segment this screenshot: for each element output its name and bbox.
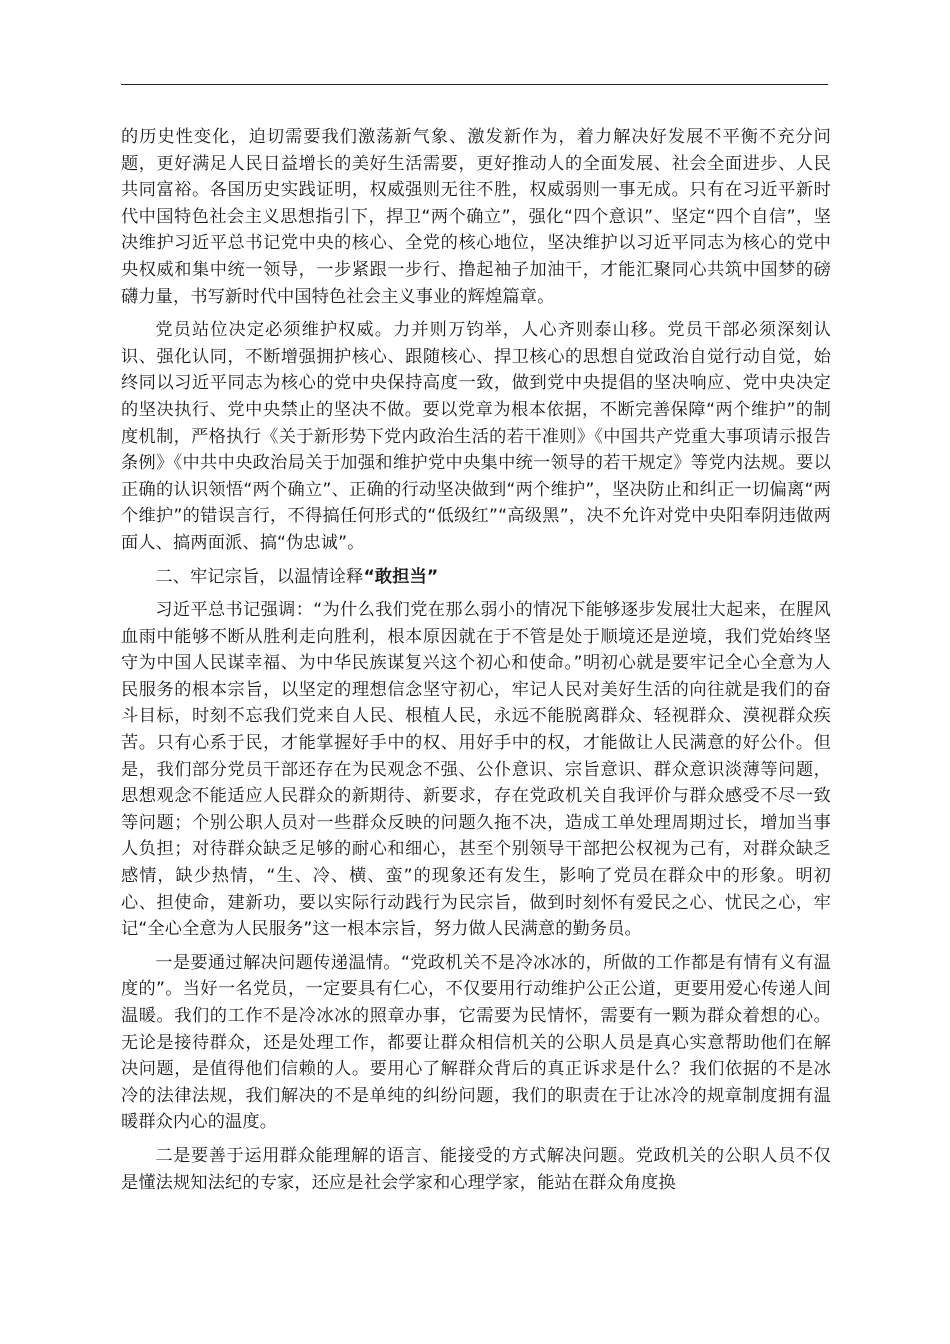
- paragraph-party-stance: 党员站位决定必须维护权威。力并则万钧举，人心齐则泰山移。党员干部必须深刻认识、强化认同，不断增强拥护核心、跟随核心、捍卫核心的思想自觉政治自觉行动自觉，始终同以习近平同志为核心的党中央保持高度一致，做到党中央提倡的坚决响应、党中央决定的坚决执行、党中央禁止的坚决不做。要以党章为根本依据，不断完善保障“两个维护”的制度机制，严格执行《关于新形势下党内政治生活的若干准则》《中国共产党重大事项请示报告条例》《中共中央政治局关于加强和维护党中央集中统一领导的若干规定》等党内法规。要以正确的认识领悟“两个确立”、正确的行动坚决做到“两个维护”，坚决防止和纠正一切偏离“两个维护”的错误言行，不得搞任何形式的“低级红”“高级黑”，决不允许对党中央阳奉阴违做两面人、搞两面派、搞“伪忠诚”。: [121, 320, 831, 553]
- section-heading-2: [121, 564, 831, 591]
- section-heading-text: 二、牢记宗旨，以温情诠释: [155, 566, 364, 587]
- paragraph-point-two: 二是要善于运用群众能理解的语言、能接受的方式解决问题。党政机关的公职人员不仅是懂法规知法纪的专家，还应是社会学家和心理学家，能站在群众角度换: [121, 1145, 831, 1193]
- paragraph-point-one: 一是要通过解决问题传递温情。“党政机关不是冷冰冰的，所做的工作都是有情有义有温度的”。当好一名党员，一定要具有仁心，不仅要用行动维护公正公道，更要用爱心传递人间温暖。我们的工作不是冷冰冰的照章办事，它需要为民情怀，需要有一颗为群众着想的心。无论是接待群众，还是处理工作，都要让群众相信机关的公职人员是真心实意帮助他们在解决问题，是值得他们信赖的人。要用心了解群众背后的真正诉求是什么？我们依据的不是冰冷的法律法规，我们解决的不是单纯的纠纷问题，我们的职责在于让冰冷的规章制度拥有温暖群众内心的温度。: [121, 952, 831, 1133]
- section-heading-emphasis: “敢担当”: [363, 566, 439, 587]
- document-body: [121, 124, 831, 1196]
- paragraph-continuation: 的历史性变化，迫切需要我们激荡新气象、激发新作为，着力解决好发展不平衡不充分问题，更好满足人民日益增长的美好生活需要，更好推动人的全面发展、社会全面进步、人民共同富裕。各国历史实践证明，权威强则无往不胜，权威弱则一事无成。只有在习近平新时代中国特色社会主义思想指引下，捍卫“两个确立”，强化“四个意识”、坚定“四个自信”，坚决维护习近平总书记党中央的核心、全党的核心地位，坚决维护以习近平同志为核心的党中央权威和集中统一领导，一步紧跟一步行、撸起袖子加油干，才能汇聚同心共筑中国梦的磅礴力量，书写新时代中国特色社会主义事业的辉煌篇章。: [121, 127, 831, 307]
- header-rule: [121, 84, 828, 85]
- paragraph-original-aspiration: 习近平总书记强调：“为什么我们党在那么弱小的情况下能够逐步发展壮大起来，在腥风血雨中能够不断从胜利走向胜利，根本原因就在于不管是处于顺境还是逆境，我们党始终坚守为中国人民谋幸福、为中华民族谋复兴这个初心和使命。”明初心就是要牢记全心全意为人民服务的根本宗旨，以坚定的理想信念坚守初心，牢记人民对美好生活的向往就是我们的奋斗目标，时刻不忘我们党来自人民、根植人民，永远不能脱离群众、轻视群众、漠视群众疾苦。只有心系于民，才能掌握好手中的权、用好手中的权，才能做让人民满意的好公仆。但是，我们部分党员干部还存在为民观念不强、公仆意识、宗旨意识、群众意识淡薄等问题，思想观念不能适应人民群众的新期待、新要求，存在党政机关自我评价与群众感受不尽一致等问题；个别公职人员对一些群众反映的问题久拖不决，造成工单处理周期过长，增加当事人负担；对待群众缺乏足够的耐心和细心，甚至个别领导干部把公权视为己有，对群众缺乏感情，缺少热情，“生、冷、横、蛮”的现象还有发生，影响了党员在群众中的形象。明初心、担使命，建新功，要以实际行动践行为民宗旨，做到时刻怀有爱民之心、忧民之心，牢记“全心全意为人民服务”这一根本宗旨，努力做人民满意的勤务员。: [121, 600, 831, 940]
